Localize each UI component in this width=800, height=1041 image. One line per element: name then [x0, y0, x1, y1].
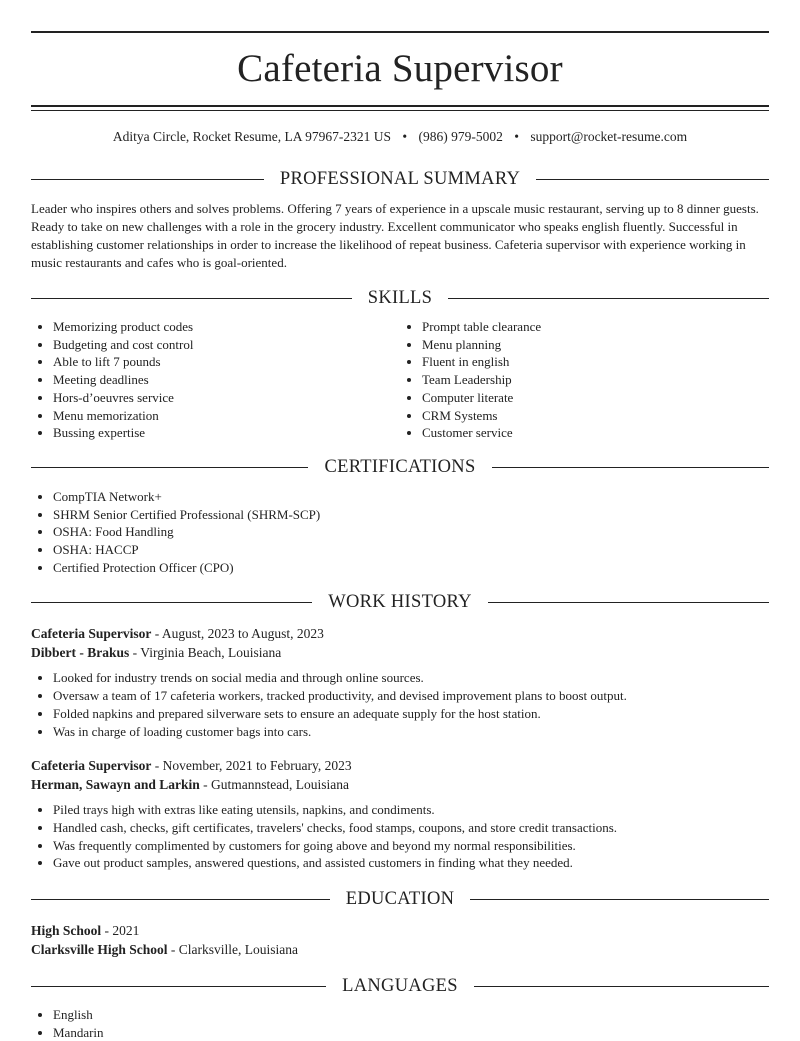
job-duties-list [31, 669, 769, 740]
job-duty-item: • Piled trays high with extras like eating utensils, napkins, and condiments. [53, 801, 769, 819]
section-title-education: EDUCATION [345, 888, 455, 909]
education-location: - Clarksville, Louisiana [167, 942, 299, 958]
certification-item: • CompTIA Network+ [53, 488, 769, 506]
section-header-work [31, 590, 769, 614]
job-title-line [31, 756, 769, 775]
language-item: • Mandarin [53, 1024, 769, 1041]
job-duties-list [31, 801, 769, 872]
section-header-education [31, 887, 769, 911]
section-title-skills: SKILLS [367, 287, 433, 308]
skill-item: • Team Leadership [422, 371, 769, 389]
job-duty-item: • Handled cash, checks, gift certificates, travelers' checks, food stamps, coupons, and store credit transactions. [53, 819, 769, 837]
skill-item: • CRM Systems [422, 407, 769, 425]
job-location: - Gutmannstead, Louisiana [199, 777, 350, 793]
job-duty-item: • Oversaw a team of 17 cafeteria workers, tracked productivity, and devised improvement plans to boost output. [53, 687, 769, 705]
summary-text: Leader who inspires others and solves problems. Offering 7 years of experience in a upscale music restaurant, serving up to 8 dinner guests. Ready to take on new challenges with a role in the grocery industry. Excellent communicator who speaks english fluently. Successful in establishing customer relationships in order to increase the likelihood of repeat business. Cafeteria supervisor with experience working in music restaurants and cafes who is goal-oriented. [31, 201, 759, 270]
section-header-skills [31, 286, 769, 310]
page-title: Cafeteria Supervisor [237, 47, 563, 90]
title-double-rule [31, 105, 769, 111]
job-company-line [31, 643, 769, 662]
skill-item: • Computer literate [422, 389, 769, 407]
job-duty-item: • Folded napkins and prepared silverware sets to ensure an adequate supply for the host station. [53, 705, 769, 723]
skills-list-right [400, 318, 769, 442]
section-header-languages [31, 974, 769, 998]
certification-item: • Certified Protection Officer (CPO) [53, 559, 769, 577]
skill-item: • Budgeting and cost control [53, 336, 400, 354]
work-history-list [31, 624, 769, 872]
job-entry [31, 624, 769, 740]
job-location: - Virginia Beach, Louisiana [129, 645, 282, 661]
education-degree: High School [31, 923, 102, 939]
skill-item: • Menu memorization [53, 407, 400, 425]
contact-phone: (986) 979-5002 [418, 129, 503, 144]
job-dates: - August, 2023 to August, 2023 [151, 626, 324, 642]
job-duty-item: • Gave out product samples, answered questions, and assisted customers in finding what they needed. [53, 854, 769, 872]
contact-separator: • [514, 129, 520, 144]
job-company: Herman, Sawayn and Larkin [31, 777, 200, 793]
skill-item: • Fluent in english [422, 353, 769, 371]
education-entry [31, 921, 769, 959]
contact-line [31, 128, 769, 146]
education-year: - 2021 [101, 923, 140, 939]
job-entry [31, 756, 769, 872]
education-degree-line [31, 921, 769, 940]
certifications-list [31, 488, 769, 577]
skill-item: • Bussing expertise [53, 424, 400, 442]
job-duty-item: • Looked for industry trends on social media and through online sources. [53, 669, 769, 687]
skill-item: • Customer service [422, 424, 769, 442]
skill-item: • Able to lift 7 pounds [53, 353, 400, 371]
certification-item: • SHRM Senior Certified Professional (SHRM-SCP) [53, 506, 769, 524]
section-header-certifications [31, 456, 769, 480]
resume-page [31, 0, 769, 1041]
skill-item: • Prompt table clearance [422, 318, 769, 336]
section-header-summary [31, 167, 769, 191]
certification-item: • OSHA: HACCP [53, 541, 769, 559]
job-title-line [31, 624, 769, 643]
section-title-languages: LANGUAGES [342, 975, 458, 996]
section-title-summary: PROFESSIONAL SUMMARY [279, 168, 521, 189]
job-title: Cafeteria Supervisor [31, 758, 152, 774]
skills-list-left [31, 318, 400, 442]
contact-address: Aditya Circle, Rocket Resume, LA 97967-2321 US [112, 129, 392, 144]
section-title-certifications: CERTIFICATIONS [324, 457, 476, 478]
job-company-line [31, 775, 769, 794]
top-rule [31, 31, 769, 33]
job-title: Cafeteria Supervisor [31, 626, 152, 642]
contact-email: support@rocket-resume.com [530, 129, 688, 144]
job-dates: - November, 2021 to February, 2023 [151, 758, 352, 774]
skill-item: • Menu planning [422, 336, 769, 354]
job-duty-item: • Was in charge of loading customer bags into cars. [53, 723, 769, 741]
certification-item: • OSHA: Food Handling [53, 523, 769, 541]
languages-list [31, 1006, 769, 1041]
skill-item: • Memorizing product codes [53, 318, 400, 336]
skill-item: • Meeting deadlines [53, 371, 400, 389]
skill-item: • Hors-d’oeuvres service [53, 389, 400, 407]
skills-columns [31, 310, 769, 442]
section-title-work: WORK HISTORY [328, 591, 472, 612]
contact-separator: • [402, 129, 408, 144]
education-school: Clarksville High School [31, 942, 168, 958]
education-school-line [31, 940, 769, 959]
job-duty-item: • Was frequently complimented by customers for going above and beyond my normal responsibilities. [53, 837, 769, 855]
language-item: • English [53, 1006, 769, 1024]
job-company: Dibbert - Brakus [31, 645, 130, 661]
